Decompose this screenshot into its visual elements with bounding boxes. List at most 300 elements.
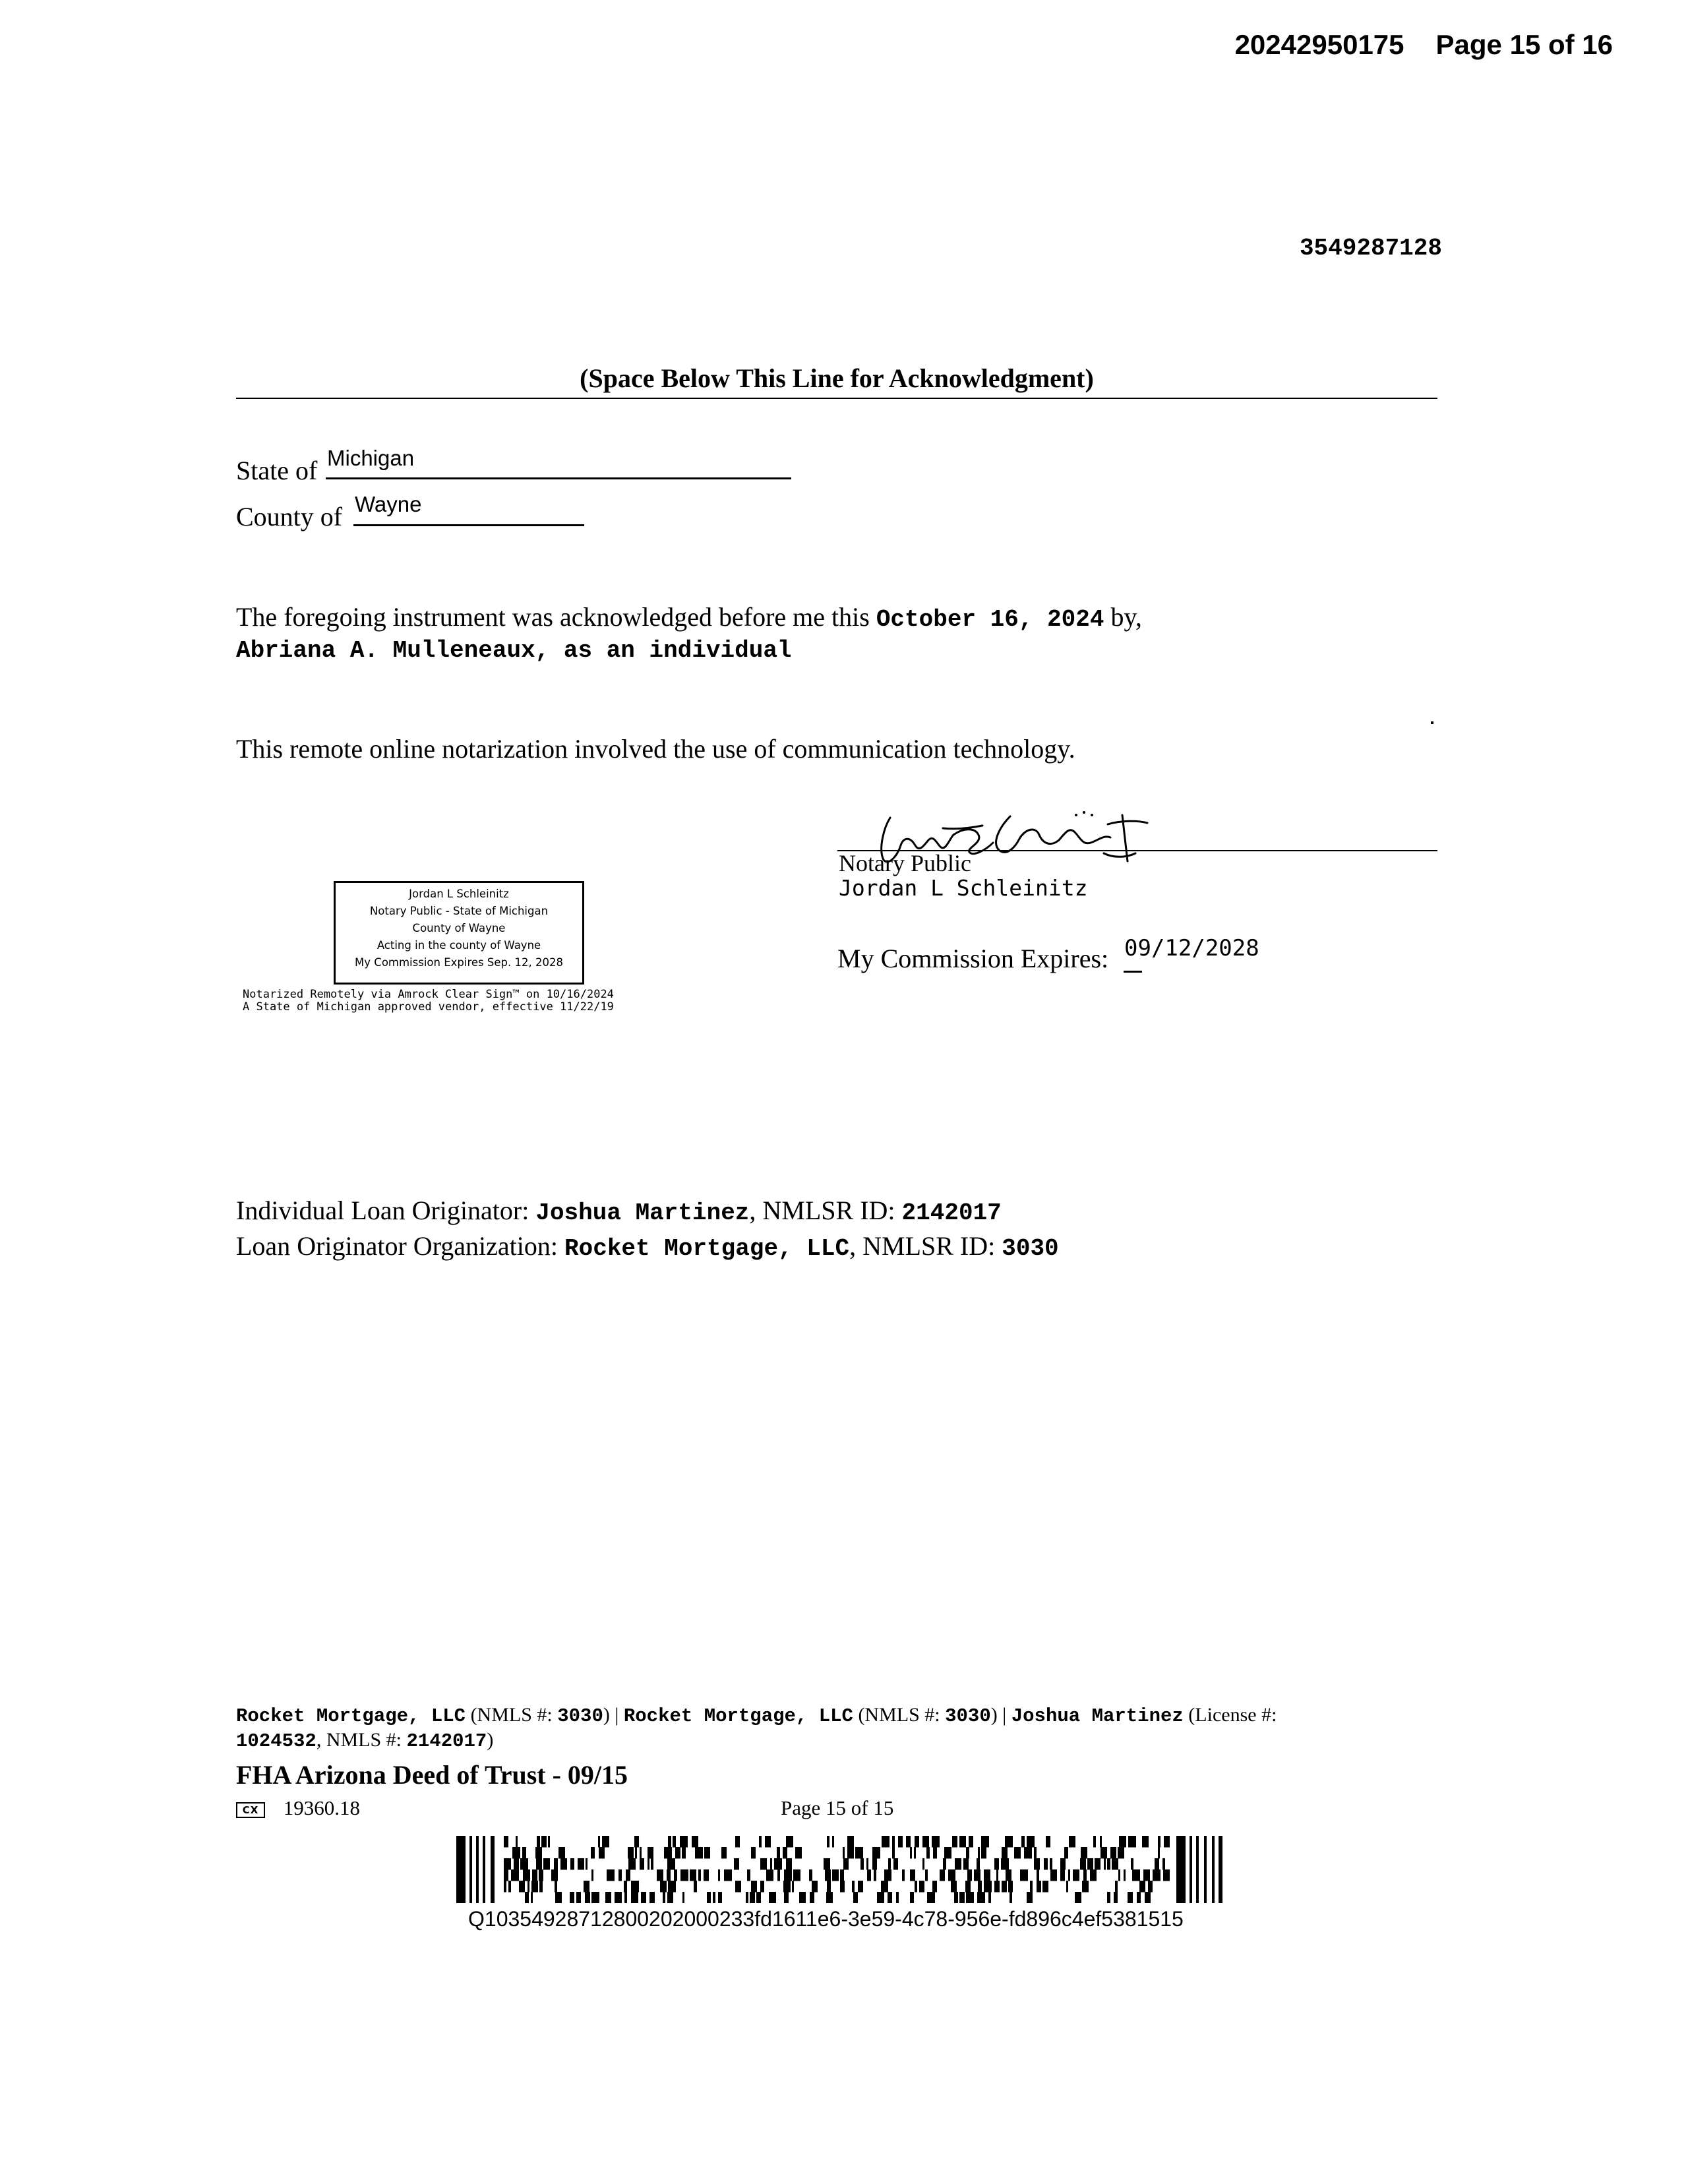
barcode-bar — [783, 1881, 791, 1893]
barcode-bar — [777, 1869, 780, 1881]
barcode-bar — [915, 1836, 919, 1848]
barcode-bar — [1034, 1847, 1037, 1859]
barcode-bar — [1037, 1881, 1041, 1893]
barcode-bar — [1104, 1858, 1106, 1870]
barcode-bar — [847, 1847, 854, 1859]
barcode-bar — [1050, 1869, 1057, 1881]
barcode-bar — [1030, 1881, 1033, 1893]
barcode-bar — [810, 1892, 814, 1903]
barcode-bar — [984, 1881, 992, 1893]
footer-nmls-label: (NMLS #: — [470, 1704, 553, 1726]
barcode-bar — [1008, 1881, 1013, 1893]
barcode-bar — [866, 1858, 868, 1870]
barcode-bar — [1107, 1892, 1110, 1903]
barcode-bar — [512, 1847, 520, 1859]
barcode-bar — [977, 1858, 980, 1870]
barcode-bar — [855, 1847, 863, 1859]
barcode-bar — [491, 1836, 495, 1903]
barcode-bar — [525, 1892, 529, 1903]
barcode-bar — [585, 1892, 590, 1903]
barcode-bar — [605, 1892, 611, 1903]
barcode-bar — [692, 1836, 698, 1848]
footer-nmls-3: 2142017 — [406, 1730, 487, 1752]
barcode-bar — [1115, 1881, 1118, 1893]
barcode-bar — [746, 1892, 748, 1903]
barcode-bar — [1162, 1858, 1165, 1870]
footer-nmls-line-1 — [236, 1704, 1277, 1727]
barcode-bar — [1083, 1869, 1087, 1881]
barcode-bar — [1142, 1836, 1149, 1848]
county-label: County of — [236, 502, 343, 531]
acknowledgment-statement — [236, 601, 1142, 633]
barcode-bar — [809, 1869, 812, 1881]
barcode-bar — [1143, 1869, 1150, 1881]
barcode — [456, 1836, 1222, 1903]
barcode-bar — [537, 1836, 540, 1848]
barcode-bar — [967, 1869, 972, 1881]
barcode-bar — [724, 1869, 732, 1881]
barcode-bar — [902, 1869, 905, 1881]
barcode-bar — [664, 1847, 672, 1859]
barcode-bar — [932, 1836, 940, 1848]
barcode-bar — [668, 1881, 676, 1893]
barcode-bar — [657, 1869, 663, 1881]
barcode-bar — [852, 1881, 855, 1893]
barcode-bar — [872, 1858, 877, 1870]
seal-line: Jordan L Schleinitz — [409, 888, 509, 900]
barcode-bar — [591, 1869, 593, 1881]
barcode-bar — [760, 1881, 764, 1893]
barcode-bar — [570, 1858, 574, 1870]
barcode-bar — [984, 1869, 990, 1881]
barcode-bar — [952, 1836, 957, 1848]
individual-originator-name: Joshua Martinez — [535, 1199, 750, 1227]
barcode-bar — [1093, 1836, 1096, 1848]
barcode-bar — [1114, 1892, 1118, 1903]
barcode-bar — [994, 1881, 1000, 1893]
barcode-bar — [667, 1858, 675, 1870]
footer-company-1: Rocket Mortgage, LLC — [236, 1705, 466, 1727]
barcode-bar — [626, 1869, 630, 1881]
barcode-bar — [456, 1836, 466, 1903]
barcode-bar — [695, 1847, 703, 1859]
barcode-bar — [1148, 1881, 1153, 1893]
barcode-bar — [598, 1836, 600, 1848]
barcode-bar — [548, 1836, 550, 1848]
barcode-bar — [1124, 1869, 1126, 1881]
seal-line: Notary Public - State of Michigan — [369, 905, 549, 917]
barcode-bar — [994, 1858, 999, 1870]
barcode-bar — [786, 1858, 792, 1870]
barcode-bar — [877, 1892, 884, 1903]
barcode-bar — [874, 1869, 876, 1881]
barcode-bar — [977, 1892, 985, 1903]
barcode-bar — [523, 1869, 530, 1881]
barcode-bar — [539, 1881, 543, 1893]
barcode-bar — [750, 1892, 755, 1903]
barcode-bar — [963, 1858, 969, 1870]
barcode-bar — [1128, 1892, 1133, 1903]
barcode-bar — [682, 1847, 686, 1859]
barcode-bar — [892, 1836, 895, 1848]
barcode-bar — [734, 1858, 739, 1870]
barcode-bar — [932, 1881, 937, 1893]
barcode-bar — [1212, 1836, 1215, 1903]
seal-line: County of Wayne — [412, 922, 506, 934]
barcode-bar — [651, 1858, 653, 1870]
barcode-bar — [631, 1892, 638, 1903]
barcode-bar — [1139, 1881, 1145, 1893]
barcode-bar — [914, 1847, 916, 1859]
barcode-bar — [910, 1869, 915, 1881]
barcode-bar — [1190, 1836, 1192, 1903]
barcode-bar — [560, 1858, 567, 1870]
barcode-bar — [747, 1869, 750, 1881]
nmlsr-label: NMLSR ID: — [762, 1196, 895, 1225]
barcode-bar — [825, 1869, 831, 1881]
barcode-bar — [783, 1847, 787, 1859]
barcode-bar — [469, 1836, 472, 1903]
stray-dot — [1431, 721, 1433, 724]
barcode-bar — [667, 1892, 673, 1903]
barcode-bar — [704, 1847, 710, 1859]
notary-name: Jordan L Schleinitz — [839, 875, 1088, 901]
barcode-bar — [721, 1847, 727, 1859]
form-id-line — [236, 1796, 360, 1820]
barcode-bar — [531, 1892, 533, 1903]
barcode-bar — [774, 1858, 782, 1870]
barcode-bar — [1219, 1836, 1222, 1903]
barcode-bar — [1153, 1869, 1160, 1881]
barcode-bar — [628, 1858, 636, 1870]
barcode-bar — [944, 1847, 951, 1859]
barcode-bar — [532, 1869, 537, 1881]
barcode-bar — [680, 1836, 688, 1848]
barcode-bar — [1163, 1869, 1170, 1881]
header-page-label: Page 15 of 16 — [1435, 29, 1613, 60]
barcode-bar — [718, 1869, 720, 1881]
barcode-bar — [1131, 1858, 1133, 1870]
commission-date: 09/12/2028 — [1124, 935, 1259, 961]
barcode-bar — [769, 1892, 776, 1903]
barcode-bar — [926, 1847, 930, 1859]
barcode-bar — [1075, 1892, 1081, 1903]
barcode-bar — [522, 1847, 526, 1859]
barcode-bar — [795, 1847, 802, 1859]
barcode-bar — [1034, 1858, 1040, 1870]
barcode-bar — [607, 1869, 615, 1881]
barcode-bar — [1155, 1858, 1159, 1870]
barcode-bar — [940, 1869, 945, 1881]
barcode-bar — [933, 1847, 937, 1859]
footer-separator: ) | — [603, 1704, 619, 1726]
barcode-bar — [648, 1847, 653, 1859]
barcode-bar — [558, 1847, 565, 1859]
barcode-bar — [602, 1836, 609, 1848]
barcode-bar — [784, 1869, 792, 1881]
barcode-bar — [853, 1892, 858, 1903]
barcode-bar — [570, 1892, 574, 1903]
barcode-bar — [508, 1881, 511, 1893]
barcode-bar — [1081, 1847, 1087, 1859]
barcode-bar — [766, 1869, 773, 1881]
county-value: Wayne — [355, 492, 422, 516]
barcode-bar — [1090, 1869, 1097, 1881]
cx-logo-icon: CX — [236, 1802, 265, 1818]
barcode-bar — [996, 1869, 998, 1881]
barcode-bar — [1069, 1836, 1075, 1848]
barcode-bar — [1001, 1858, 1009, 1870]
barcode-bar — [906, 1836, 911, 1848]
barcode-bar — [624, 1892, 627, 1903]
barcode-bar — [881, 1881, 888, 1893]
barcode-bar — [943, 1858, 946, 1870]
barcode-bar — [1128, 1836, 1136, 1848]
footer-nmls-1: 3030 — [557, 1705, 603, 1727]
footer-nmls-label: (NMLS #: — [858, 1704, 940, 1726]
footer-license-label: (License #: — [1188, 1704, 1277, 1726]
barcode-bar — [867, 1869, 871, 1881]
barcode-bar — [925, 1869, 928, 1881]
footer-close-paren: ) — [487, 1729, 494, 1751]
barcode-bar — [698, 1869, 701, 1881]
barcode-bar — [628, 1847, 634, 1859]
barcode-bar — [649, 1892, 655, 1903]
barcode-bar — [1158, 1847, 1160, 1859]
barcode-bar — [599, 1847, 605, 1859]
barcode-bar — [541, 1836, 547, 1848]
barcode-bar — [1002, 1847, 1008, 1859]
barcode-bar — [959, 1836, 966, 1848]
barcode-bar — [1204, 1836, 1207, 1903]
barcode-bar — [634, 1836, 639, 1848]
barcode-bar — [1164, 1836, 1170, 1848]
barcode-bar — [966, 1892, 974, 1903]
barcode-bar — [1082, 1881, 1089, 1893]
barcode-bar — [514, 1858, 519, 1870]
barcode-bar — [1066, 1881, 1068, 1893]
barcode-bar — [978, 1847, 980, 1859]
acknowledgment-date: October 16, 2024 — [876, 606, 1104, 633]
barcode-bar — [1042, 1881, 1048, 1893]
barcode-bar — [1107, 1858, 1110, 1870]
barcode-bar — [1002, 1881, 1007, 1893]
barcode-bar — [1046, 1836, 1050, 1848]
barcode-bar — [1020, 1869, 1028, 1881]
barcode-bar — [640, 1847, 642, 1859]
barcode-bar — [948, 1869, 955, 1881]
barcode-bar — [954, 1892, 958, 1903]
footer-nmls-label-2: , NMLS #: — [316, 1729, 402, 1751]
barcode-bar — [718, 1892, 722, 1903]
barcode-bar — [1145, 1892, 1151, 1903]
barcode-bar — [981, 1836, 989, 1848]
barcode-bar — [1021, 1836, 1025, 1848]
barcode-bar — [751, 1881, 757, 1893]
state-label: State of — [236, 456, 318, 485]
barcode-bar — [586, 1858, 588, 1870]
barcode-bar — [759, 1836, 762, 1848]
barcode-bar — [1100, 1847, 1107, 1859]
barcode-bar — [915, 1881, 917, 1893]
barcode-bar — [1006, 1869, 1011, 1881]
recording-number: 20242950175 — [1234, 29, 1404, 60]
barcode-bar — [840, 1869, 844, 1881]
barcode-bar — [1196, 1836, 1199, 1903]
barcode-bar — [966, 1847, 969, 1859]
barcode-bar — [713, 1892, 715, 1903]
barcode-bar — [832, 1836, 834, 1848]
footer-company-2: Rocket Mortgage, LLC — [623, 1705, 853, 1727]
barcode-bar — [555, 1892, 562, 1903]
individual-originator-label: Individual Loan Originator: — [236, 1196, 529, 1225]
barcode-bar — [858, 1881, 863, 1893]
barcode-bar — [531, 1881, 538, 1893]
barcode-bar — [504, 1858, 511, 1870]
barcode-bar — [1176, 1836, 1186, 1903]
barcode-bar — [843, 1858, 849, 1870]
originator-org-label: Loan Originator Organization: — [236, 1231, 558, 1261]
barcode-bar — [584, 1881, 589, 1893]
barcode-bar — [1050, 1858, 1052, 1870]
barcode-bar — [1073, 1869, 1079, 1881]
form-title: FHA Arizona Deed of Trust - 09/15 — [236, 1760, 628, 1790]
barcode-bar — [1037, 1869, 1039, 1881]
barcode-bar — [892, 1847, 895, 1859]
footer-nmls-line-2 — [236, 1729, 493, 1752]
barcode-bar — [682, 1892, 684, 1903]
barcode-bar — [922, 1836, 929, 1848]
barcode-bar — [860, 1858, 864, 1870]
barcode-bar — [578, 1858, 584, 1870]
barcode-bar — [884, 1869, 891, 1881]
barcode-bar — [888, 1858, 891, 1870]
barcode-bar — [1014, 1847, 1021, 1859]
barcode-bar — [648, 1858, 649, 1870]
barcode-bar — [951, 1881, 957, 1893]
barcode-text: Q10354928712800202000233fd1611e6-3e59-4c78-956e-fd896c4ef5381515 — [468, 1907, 1184, 1931]
county-underline — [353, 524, 584, 526]
barcode-bar — [1100, 1836, 1102, 1848]
barcode-bar — [872, 1847, 880, 1859]
barcode-bar — [1112, 1858, 1118, 1870]
barcode-bar — [799, 1892, 806, 1903]
barcode-bar — [919, 1881, 924, 1893]
barcode-bar — [536, 1858, 542, 1870]
barcode-bar — [1118, 1869, 1120, 1881]
barcode-bar — [965, 1881, 971, 1893]
loan-number: 3549287128 — [1299, 235, 1442, 262]
barcode-bar — [1010, 1892, 1012, 1903]
barcode-bar — [1024, 1847, 1032, 1859]
barcode-bar — [735, 1836, 740, 1848]
barcode-bar — [969, 1836, 973, 1848]
barcode-bar — [1044, 1858, 1048, 1870]
barcode-bar — [694, 1881, 697, 1893]
footer-originator: Joshua Martinez — [1011, 1705, 1184, 1727]
barcode-bar — [520, 1858, 528, 1870]
originator-org-line: Loan Originator Organization: Rocket Mortgage, LLC, NMLSR ID: 3030 — [236, 1231, 1059, 1262]
barcode-bar — [618, 1869, 622, 1881]
barcode-bar — [1087, 1858, 1093, 1870]
barcode-bar — [675, 1847, 680, 1859]
barcode-bar — [765, 1836, 771, 1848]
barcode-bar — [674, 1869, 677, 1881]
commission-label: My Commission Expires: — [837, 944, 1109, 973]
barcode-bar — [551, 1869, 558, 1881]
remote-note-1: Notarized Remotely via Amrock Clear Sign™ on 10/16/2024 — [243, 988, 614, 1001]
barcode-bar — [528, 1881, 529, 1893]
barcode-bar — [660, 1881, 667, 1893]
footer-separator: ) | — [990, 1704, 1007, 1726]
barcode-bar — [974, 1869, 980, 1881]
barcode-bar — [770, 1858, 772, 1870]
barcode-bar — [896, 1892, 899, 1903]
acknowledgment-divider — [236, 398, 1437, 399]
remote-statement: This remote online notarization involved the use of communication technology. — [236, 734, 1075, 764]
barcode-bar — [1027, 1892, 1033, 1903]
originator-org-id: 3030 — [1002, 1235, 1059, 1262]
barcode-bar — [673, 1836, 676, 1848]
barcode-bar — [827, 1836, 829, 1848]
barcode-bar — [832, 1869, 839, 1881]
barcode-bar — [591, 1847, 595, 1859]
barcode-bar — [760, 1858, 767, 1870]
footer-nmls-2: 3030 — [945, 1705, 991, 1727]
barcode-bar — [668, 1836, 671, 1848]
barcode-bar — [1080, 1858, 1086, 1870]
barcode-bar — [1119, 1836, 1126, 1848]
state-value: Michigan — [327, 446, 415, 470]
barcode-bar — [667, 1869, 671, 1881]
footer-page-label: Page 15 of 15 — [781, 1796, 894, 1819]
barcode-bar — [843, 1847, 845, 1859]
acknowledgment-title: (Space Below This Line for Acknowledgment) — [580, 363, 1094, 393]
barcode-bar — [893, 1858, 898, 1870]
barcode-bar — [1095, 1858, 1100, 1870]
barcode-bar — [922, 1858, 924, 1870]
barcode-bar — [784, 1892, 789, 1903]
barcode-bar — [591, 1892, 599, 1903]
barcode-bar — [1060, 1858, 1066, 1870]
barcode-bar — [792, 1881, 794, 1893]
barcode-bar — [641, 1892, 646, 1903]
nmlsr-label: NMLSR ID: — [862, 1231, 996, 1261]
barcode-bar — [824, 1858, 830, 1870]
barcode-bar — [635, 1847, 637, 1859]
barcode-bar — [476, 1836, 479, 1903]
individual-originator-line: Individual Loan Originator: Joshua Martinez, NMLSR ID: 2142017 — [236, 1196, 1002, 1227]
barcode-bar — [535, 1847, 542, 1859]
barcode-bar — [555, 1881, 557, 1893]
state-underline — [326, 477, 791, 479]
barcode-bar — [631, 1881, 639, 1893]
barcode-bar — [826, 1892, 833, 1903]
form-number: 19360.18 — [283, 1796, 360, 1819]
barcode-bar — [640, 1858, 644, 1870]
barcode-bar — [847, 1836, 854, 1848]
barcode-bar — [690, 1869, 696, 1881]
barcode-bar — [554, 1858, 558, 1870]
statement-prefix: The foregoing instrument was acknowledged before me this — [236, 602, 870, 632]
barcode-bar — [959, 1892, 965, 1903]
barcode-bar — [704, 1869, 709, 1881]
barcode-bar — [1005, 1836, 1013, 1848]
page-header — [1235, 29, 1613, 61]
barcode-bar — [793, 1869, 800, 1881]
barcode-bar — [707, 1892, 711, 1903]
barcode-bar — [519, 1881, 525, 1893]
